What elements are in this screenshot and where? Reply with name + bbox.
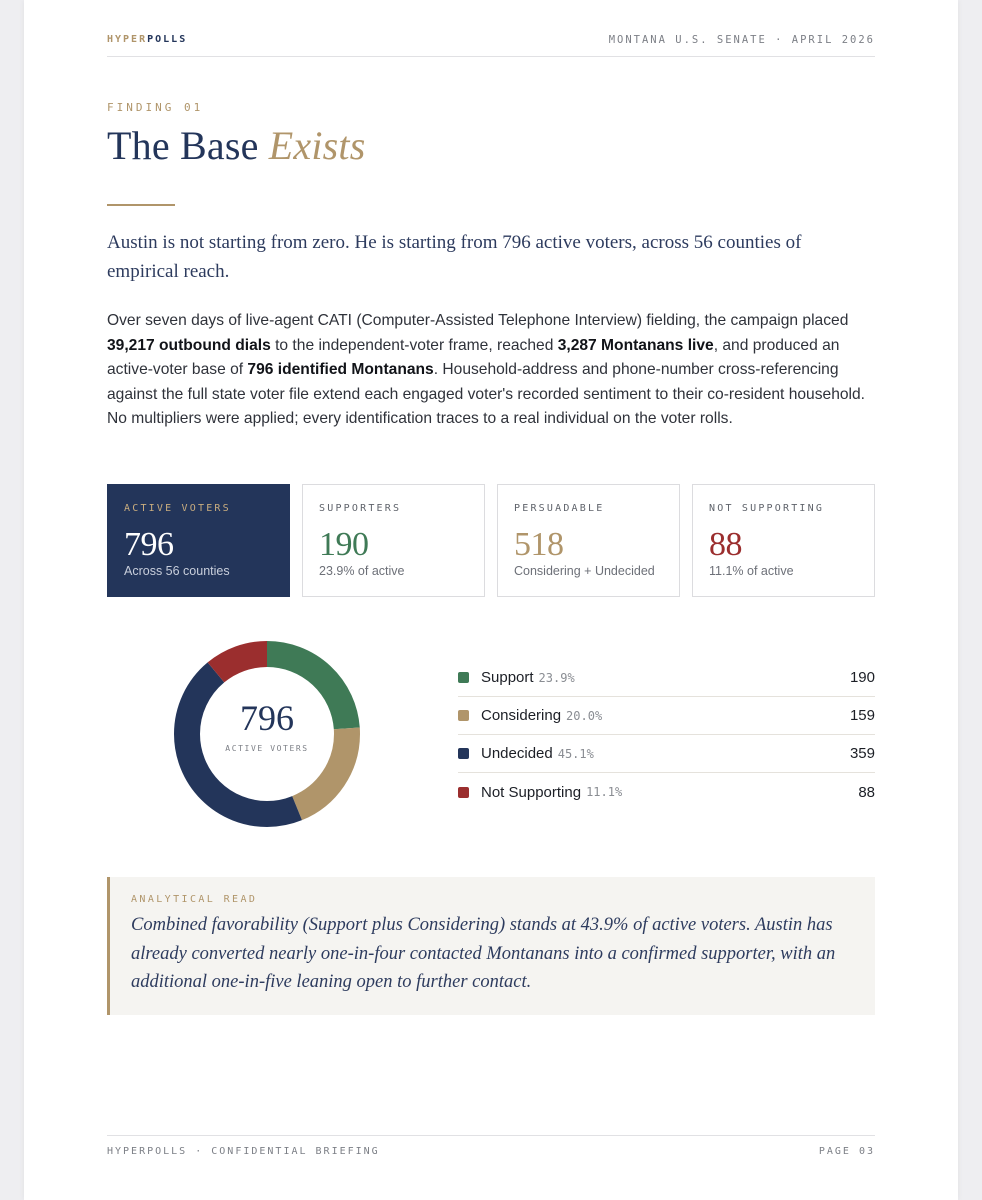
brand-part-2: POLLS — [147, 34, 188, 45]
legend-label: Support — [481, 669, 534, 686]
legend-row-not-supporting — [458, 773, 875, 811]
page-footer — [107, 1135, 875, 1157]
donut-center-value: 796 — [240, 698, 294, 738]
finding-kicker: FINDING 01 — [107, 101, 204, 114]
stat-value: 190 — [319, 526, 369, 563]
stat-value: 518 — [514, 526, 564, 563]
report-page — [24, 0, 958, 1200]
stat-card-persuadable — [497, 484, 680, 597]
legend-row-undecided — [458, 735, 875, 773]
lede-paragraph: Austin is not starting from zero. He is starting from 796 active voters, across 56 counties of empirical reach. — [107, 232, 802, 282]
stat-subtext: Considering + Undecided — [514, 564, 655, 578]
stat-label: SUPPORTERS — [319, 503, 402, 514]
legend-label: Not Supporting — [481, 783, 582, 801]
callout-text: Combined favorability (Support plus Considering) stands at 43.9% of active voters. Austin has already converted nearly one-in-four contacted Montanans into a confirmed supporter, with an additional one-in-five leaning open to further contact. — [131, 915, 836, 992]
body-text-1: Over seven days of live-agent CATI (Computer-Assisted Telephone Interview) fielding, the campaign placed — [107, 312, 849, 329]
legend-value: 190 — [849, 669, 875, 686]
stat-value: 88 — [709, 526, 742, 563]
chart-legend — [458, 659, 875, 811]
page-title — [107, 122, 366, 169]
legend-label: Undecided — [481, 745, 553, 762]
brand-logo — [107, 34, 187, 45]
legend-row-considering — [458, 697, 875, 735]
page-content — [107, 0, 875, 1200]
body-paragraph — [107, 309, 875, 432]
stat-card-supporters — [302, 484, 485, 597]
callout-label: ANALYTICAL READ — [131, 894, 258, 905]
stat-card-active-voters — [107, 484, 290, 597]
legend-swatch — [458, 672, 469, 683]
stat-subtext: Across 56 counties — [124, 564, 230, 578]
stat-card-not-supporting — [692, 484, 875, 597]
body-highlight-reached: 3,287 Montanans live — [557, 336, 714, 354]
legend-percent: 23.9% — [538, 670, 575, 685]
title-divider — [107, 204, 175, 206]
analytical-read-callout — [107, 877, 875, 1015]
title-accent: Exists — [268, 123, 366, 168]
legend-swatch — [458, 787, 469, 798]
body-text-3: , and produced an active-voter base of — [107, 336, 840, 379]
legend-label: Considering — [481, 707, 562, 724]
donut-chart — [171, 638, 363, 830]
header-context: MONTANA U.S. SENATE · APRIL 2026 — [608, 34, 875, 46]
legend-value: 359 — [849, 745, 875, 762]
stat-label: NOT SUPPORTING — [709, 503, 825, 514]
body-text-4: . Household-address and phone-number cross-referencing against the full state voter file extend each engaged voter's recorded sentiment to their co-resident household. No multipliers were applied; every identification traces to a real individual on the voter rolls. — [107, 361, 866, 428]
stat-subtext: 23.9% of active — [319, 564, 405, 578]
legend-value: 159 — [849, 707, 875, 724]
legend-value: 88 — [858, 783, 875, 801]
stat-value: 796 — [124, 526, 174, 563]
brand-part-1: HYPER — [107, 34, 148, 45]
body-text-2: to the independent-voter frame, reached — [270, 336, 558, 354]
donut-center-caption: ACTIVE VOTERS — [225, 744, 309, 753]
body-highlight-dials: 39,217 outbound dials — [107, 336, 271, 354]
legend-percent: 20.0% — [566, 708, 603, 723]
stat-subtext: 11.1% of active — [709, 564, 794, 578]
body-highlight-identified: 796 identified Montanans — [247, 361, 434, 379]
legend-swatch — [458, 748, 469, 759]
legend-percent: 11.1% — [586, 785, 623, 799]
stat-cards — [107, 484, 875, 597]
legend-swatch — [458, 710, 469, 721]
legend-row-support — [458, 659, 875, 697]
stat-label: PERSUADABLE — [514, 503, 605, 514]
footer-page-number: PAGE 03 — [818, 1146, 875, 1157]
legend-percent: 45.1% — [557, 746, 594, 761]
stat-label: ACTIVE VOTERS — [124, 503, 231, 514]
title-main: The Base — [107, 123, 259, 168]
page-header — [107, 34, 875, 57]
donut-center — [171, 700, 363, 753]
footer-left: HYPERPOLLS · CONFIDENTIAL BRIEFING — [107, 1146, 380, 1157]
